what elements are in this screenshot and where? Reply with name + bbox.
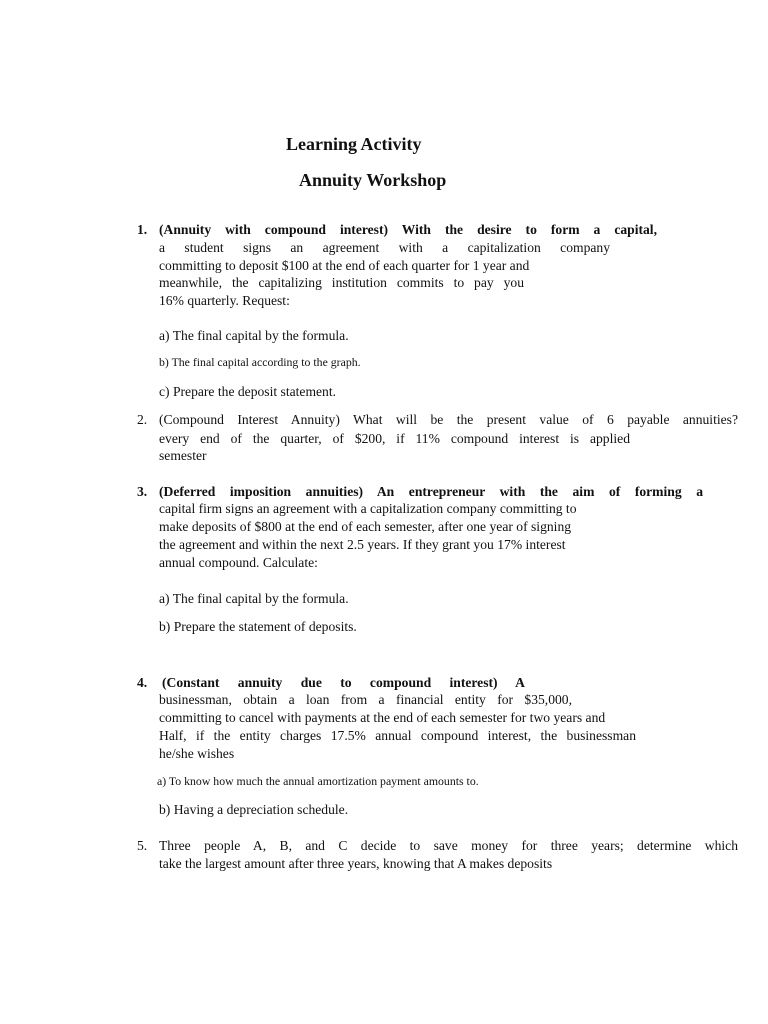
question-3-line-4: the agreement and within the next 2.5 years. If they grant you 17% interest xyxy=(159,537,566,552)
question-4-line-4: Half, if the entity charges 17.5% annual compound interest, the businessman xyxy=(159,728,636,743)
question-4-line-5: he/she wishes xyxy=(159,746,235,761)
question-4-item-a: a) To know how much the annual amortization payment amounts to. xyxy=(157,774,479,788)
page-subtitle: Annuity Workshop xyxy=(299,170,447,190)
question-2-line-2: every end of the quarter, of $200, if 11% compound interest is applied xyxy=(159,431,630,446)
question-1-line-1: (Annuity with compound interest) With the desire to form a capital, xyxy=(159,222,657,237)
question-3-item-b: b) Prepare the statement of deposits. xyxy=(159,619,357,634)
question-2-line-1: (Compound Interest Annuity) What will be the present value of 6 payable annuities? xyxy=(159,412,738,427)
question-4-line-2: businessman, obtain a loan from a financial entity for $35,000, xyxy=(159,692,572,707)
page-title: Learning Activity xyxy=(286,134,422,154)
question-1-item-c: c) Prepare the deposit statement. xyxy=(159,384,337,399)
question-4-number: 4. xyxy=(137,675,148,690)
question-1-line-2: a student signs an agreement with a capitalization company xyxy=(159,240,610,255)
question-2-line-3: semester xyxy=(159,448,207,463)
question-1-item-b: b) The final capital according to the graph. xyxy=(159,355,361,369)
question-5-number: 5. xyxy=(137,838,148,853)
question-1-item-a: a) The final capital by the formula. xyxy=(159,328,349,343)
question-1-number: 1. xyxy=(137,222,148,237)
question-4-line-3: committing to cancel with payments at the end of each semester for two years and xyxy=(159,710,606,725)
question-3-line-1: (Deferred imposition annuities) An entrepreneur with the aim of forming a xyxy=(159,484,703,499)
question-5-line-2: take the largest amount after three years, knowing that A makes deposits xyxy=(159,856,553,871)
question-3-line-2: capital firm signs an agreement with a capitalization company committing to xyxy=(159,501,577,516)
question-3-item-a: a) The final capital by the formula. xyxy=(159,591,349,606)
question-1-line-5: 16% quarterly. Request: xyxy=(159,293,290,308)
question-1-line-3: committing to deposit $100 at the end of each quarter for 1 year and xyxy=(159,258,530,273)
question-3-line-3: make deposits of $800 at the end of each semester, after one year of signing xyxy=(159,519,572,534)
question-4-item-b: b) Having a depreciation schedule. xyxy=(159,802,349,817)
question-2-number: 2. xyxy=(137,412,148,427)
question-3-number: 3. xyxy=(137,484,148,499)
question-4-line-1: (Constant annuity due to compound interest) A xyxy=(162,675,525,690)
question-3-line-5: annual compound. Calculate: xyxy=(159,555,318,570)
question-1-line-4: meanwhile, the capitalizing institution commits to pay you xyxy=(159,275,524,290)
question-5-line-1: Three people A, B, and C decide to save money for three years; determine which xyxy=(159,838,738,853)
